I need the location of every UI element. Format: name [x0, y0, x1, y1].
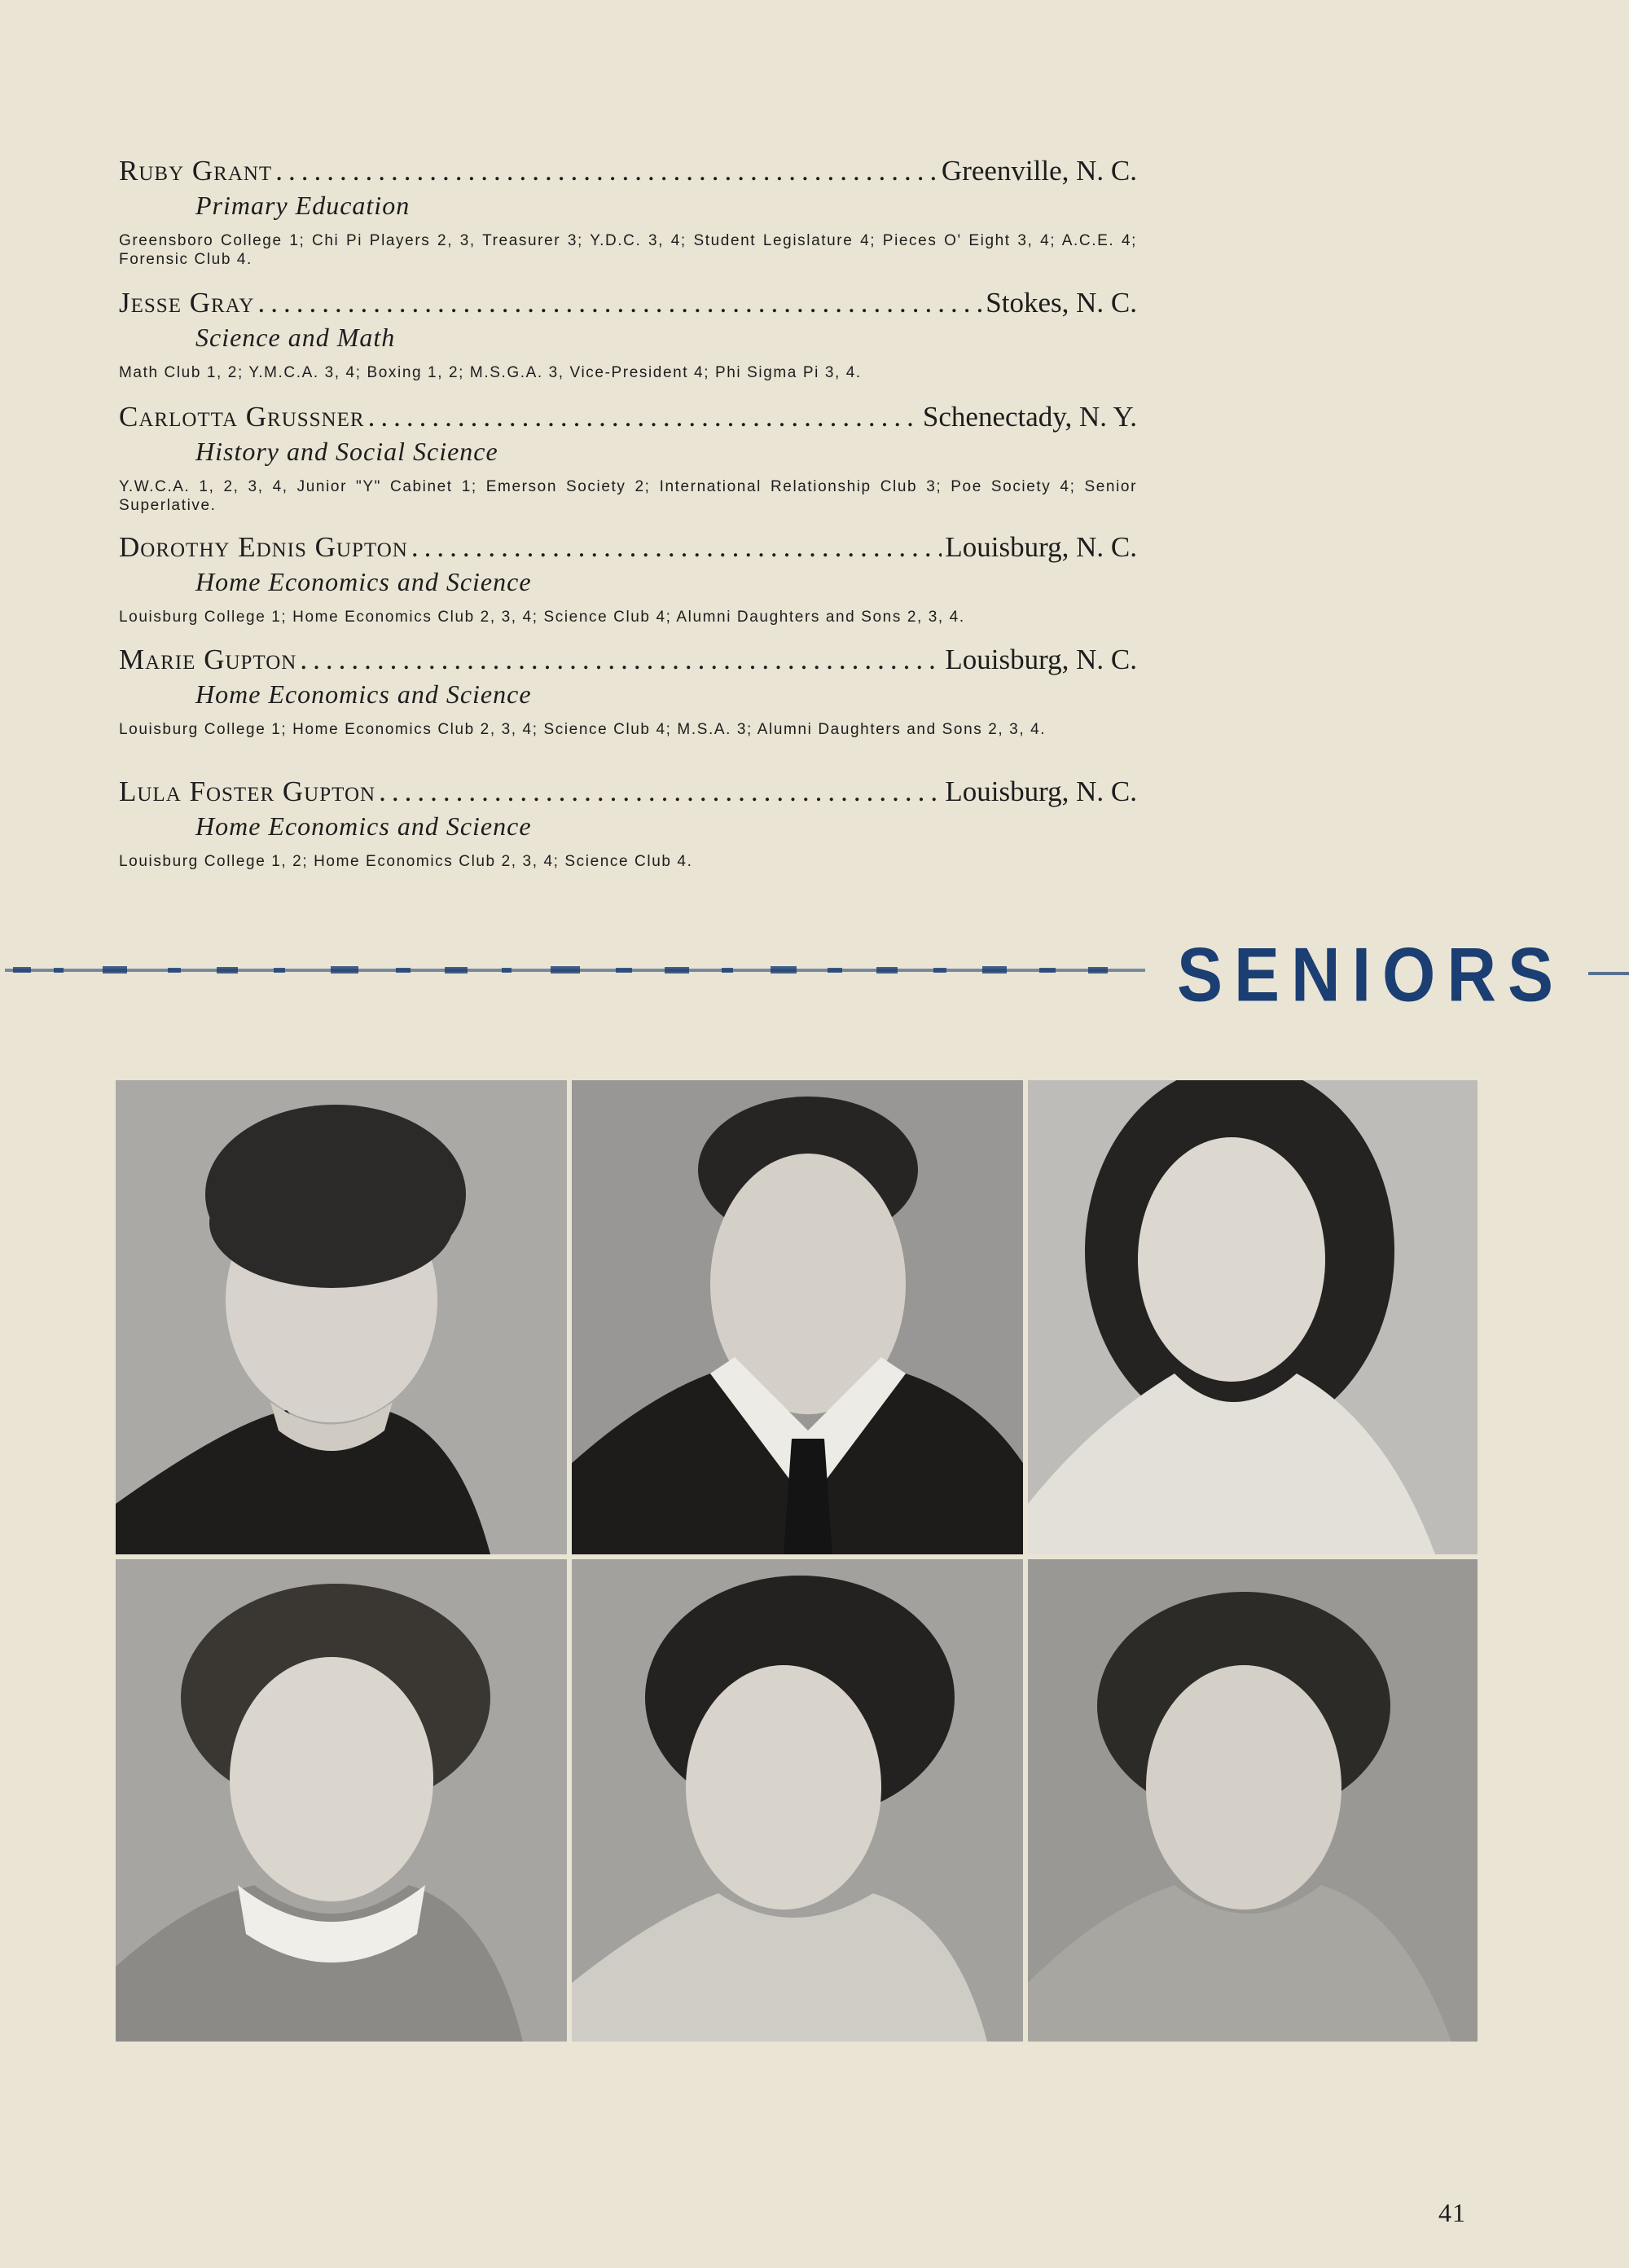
portrait-jesse-gray	[572, 1080, 1023, 1554]
page-number: 41	[1438, 2198, 1466, 2227]
activities: Louisburg College 1; Home Economics Club 2, 3, 4; Science Club 4; M.S.A. 3; Alumni Daughters and Sons 2, 3, 4.	[119, 721, 1047, 738]
portrait-ruby-grant	[116, 1080, 567, 1554]
entry-lula-foster-gupton	[119, 774, 1137, 871]
hometown: Schenectady, N. Y.	[922, 401, 1137, 433]
major: Science and Math	[195, 323, 396, 352]
hometown: Louisburg, N. C.	[945, 776, 1137, 807]
entry-marie-gupton	[119, 642, 1137, 739]
dot-leader	[379, 774, 942, 810]
portrait-dorothy-ednis-gupton	[116, 1559, 567, 2042]
section-title: SENIORS	[1177, 931, 1565, 1018]
major: Primary Education	[195, 191, 411, 220]
entry-jesse-gray	[119, 285, 1137, 382]
activities: Greensboro College 1; Chi Pi Players 2, 3, Treasurer 3; Y.D.C. 3, 4; Student Legislature 4; Pieces O' Eight 3, 4; A.C.E. 4; Forensic Club 4.	[119, 232, 1137, 268]
major: Home Economics and Science	[195, 679, 532, 709]
student-name: Lula Foster Gupton	[119, 776, 376, 807]
dot-leader	[368, 399, 920, 435]
portrait-carlotta-grussner	[1028, 1080, 1478, 1554]
portrait-marie-gupton	[572, 1559, 1023, 2042]
hometown: Louisburg, N. C.	[945, 644, 1137, 675]
decorative-rule	[5, 965, 1145, 976]
portrait-lula-foster-gupton	[1028, 1559, 1478, 2042]
hometown: Stokes, N. C.	[986, 287, 1137, 319]
student-name: Ruby Grant	[119, 155, 273, 187]
student-name: Dorothy Ednis Gupton	[119, 531, 408, 563]
activities: Louisburg College 1, 2; Home Economics Club 2, 3, 4; Science Club 4.	[119, 853, 693, 870]
major: Home Economics and Science	[195, 567, 532, 596]
hometown: Louisburg, N. C.	[945, 531, 1137, 563]
activities: Y.W.C.A. 1, 2, 3, 4, Junior "Y" Cabinet 1; Emerson Society 2; International Relationship Club 3; Poe Society 4; Senior Superlative.	[119, 478, 1137, 514]
entry-carlotta-grussner	[119, 399, 1137, 515]
entry-ruby-grant	[119, 153, 1137, 269]
major: Home Economics and Science	[195, 811, 532, 841]
decorative-tail	[1588, 969, 1629, 978]
student-name: Carlotta Grussner	[119, 401, 365, 433]
portrait-grid	[116, 1080, 1478, 2042]
student-name: Jesse Gray	[119, 287, 255, 319]
dot-leader	[300, 642, 942, 678]
major: History and Social Science	[195, 437, 498, 466]
dot-leader	[411, 530, 942, 565]
dot-leader	[257, 285, 982, 321]
hometown: Greenville, N. C.	[941, 155, 1137, 187]
activities: Louisburg College 1; Home Economics Club 2, 3, 4; Science Club 4; Alumni Daughters and Sons 2, 3, 4.	[119, 609, 965, 626]
activities: Math Club 1, 2; Y.M.C.A. 3, 4; Boxing 1, 2; M.S.G.A. 3, Vice-President 4; Phi Sigma Pi 3, 4.	[119, 364, 862, 381]
entry-dorothy-ednis-gupton	[119, 530, 1137, 626]
student-name: Marie Gupton	[119, 644, 297, 675]
dot-leader	[275, 153, 938, 189]
